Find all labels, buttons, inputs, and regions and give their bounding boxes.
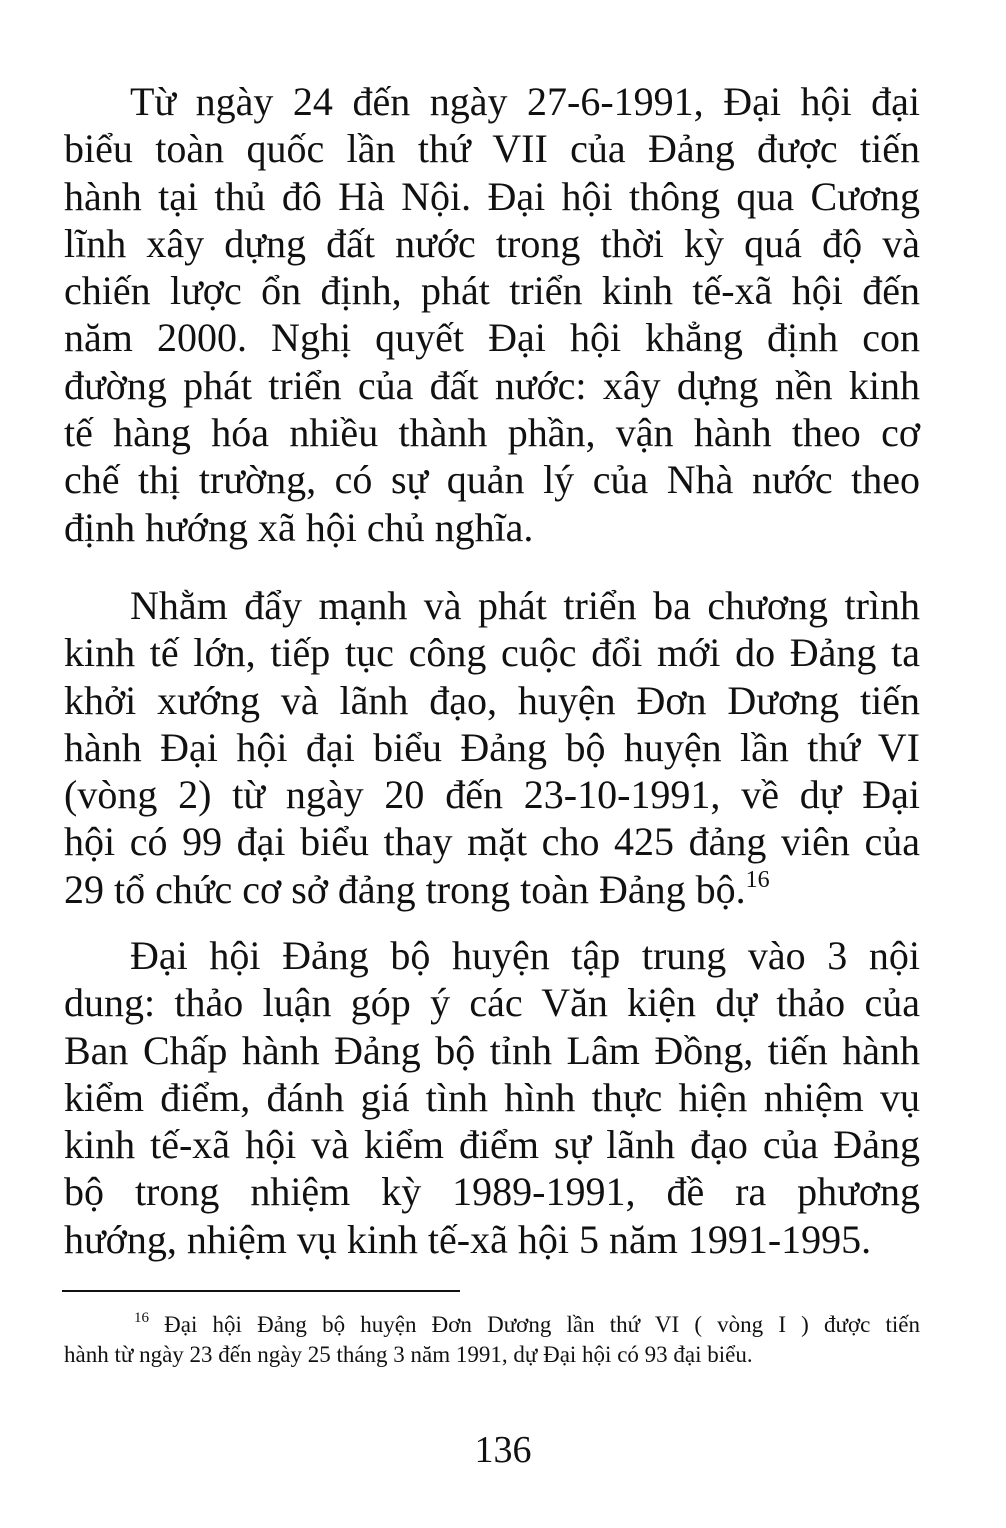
- footnote: [64, 1310, 920, 1369]
- text-line: hành Đại hội đại biểu Đảng bộ huyện lần thứ VI: [64, 724, 920, 770]
- footnote-reference[interactable]: 16: [745, 866, 770, 893]
- text-line: (vòng 2) từ ngày 20 đến 23-10-1991, về dự Đại: [64, 772, 920, 818]
- text-line: tế hàng hóa nhiều thành phần, vận hành theo cơ: [64, 410, 920, 456]
- text-line-content: 29 tổ chức cơ sở đảng trong toàn Đảng bộ.: [64, 866, 746, 912]
- footnote-divider: [62, 1290, 460, 1292]
- text-line: kinh tế lớn, tiếp tục công cuộc đổi mới do Đảng ta: [64, 630, 920, 676]
- text-line: chiến lược ổn định, phát triển kinh tế-xã hội đến: [64, 268, 920, 314]
- text-line: dung: thảo luận góp ý các Văn kiện dự thảo của: [64, 980, 920, 1026]
- text-line: Nhằm đẩy mạnh và phát triển ba chương trình: [130, 583, 920, 628]
- text-line: định hướng xã hội chủ nghĩa.: [64, 504, 534, 550]
- paragraph-2: [64, 582, 920, 913]
- footnote-line: [64, 1310, 920, 1340]
- text-line: biểu toàn quốc lần thứ VII của Đảng được tiến: [64, 126, 920, 172]
- text-line: Đại hội Đảng bộ huyện tập trung vào 3 nội: [130, 933, 920, 978]
- text-line: chế thị trường, có sự quản lý của Nhà nước theo: [64, 457, 920, 503]
- text-line: Ban Chấp hành Đảng bộ tỉnh Lâm Đồng, tiến hành: [64, 1027, 920, 1073]
- text-line: Từ ngày 24 đến ngày 27-6-1991, Đại hội đại: [130, 79, 920, 124]
- text-line: [64, 866, 920, 913]
- text-line: kiểm điểm, đánh giá tình hình thực hiện nhiệm vụ: [64, 1074, 920, 1120]
- text-line: lĩnh xây dựng đất nước trong thời kỳ quá độ và: [64, 220, 920, 266]
- page-number: 136: [474, 1429, 532, 1471]
- text-line: năm 2000. Nghị quyết Đại hội khẳng định con: [64, 315, 920, 361]
- text-line: khởi xướng và lãnh đạo, huyện Đơn Dương tiến: [64, 677, 920, 723]
- footnote-text: Đại hội Đảng bộ huyện Đơn Dương lần thứ VI ( vòng I ) được tiến: [164, 1312, 920, 1337]
- text-line: bộ trong nhiệm kỳ 1989-1991, đề ra phương: [64, 1169, 920, 1215]
- text-line: hướng, nhiệm vụ kinh tế-xã hội 5 năm 1991-1995.: [64, 1216, 872, 1262]
- text-line: kinh tế-xã hội và kiểm điểm sự lãnh đạo của Đảng: [64, 1122, 920, 1168]
- text-line: hành tại thủ đô Hà Nội. Đại hội thông qua Cương: [64, 173, 920, 219]
- text-line: hội có 99 đại biểu thay mặt cho 425 đảng viên của: [64, 819, 920, 865]
- footnote-marker: 16: [134, 1310, 149, 1326]
- footnote-line: hành từ ngày 23 đến ngày 25 tháng 3 năm 1991, dự Đại hội có 93 đại biểu.: [64, 1341, 753, 1367]
- text-line: đường phát triển của đất nước: xây dựng nền kinh: [64, 362, 920, 408]
- paragraph-3: [64, 932, 920, 1263]
- paragraph-1: [64, 78, 920, 551]
